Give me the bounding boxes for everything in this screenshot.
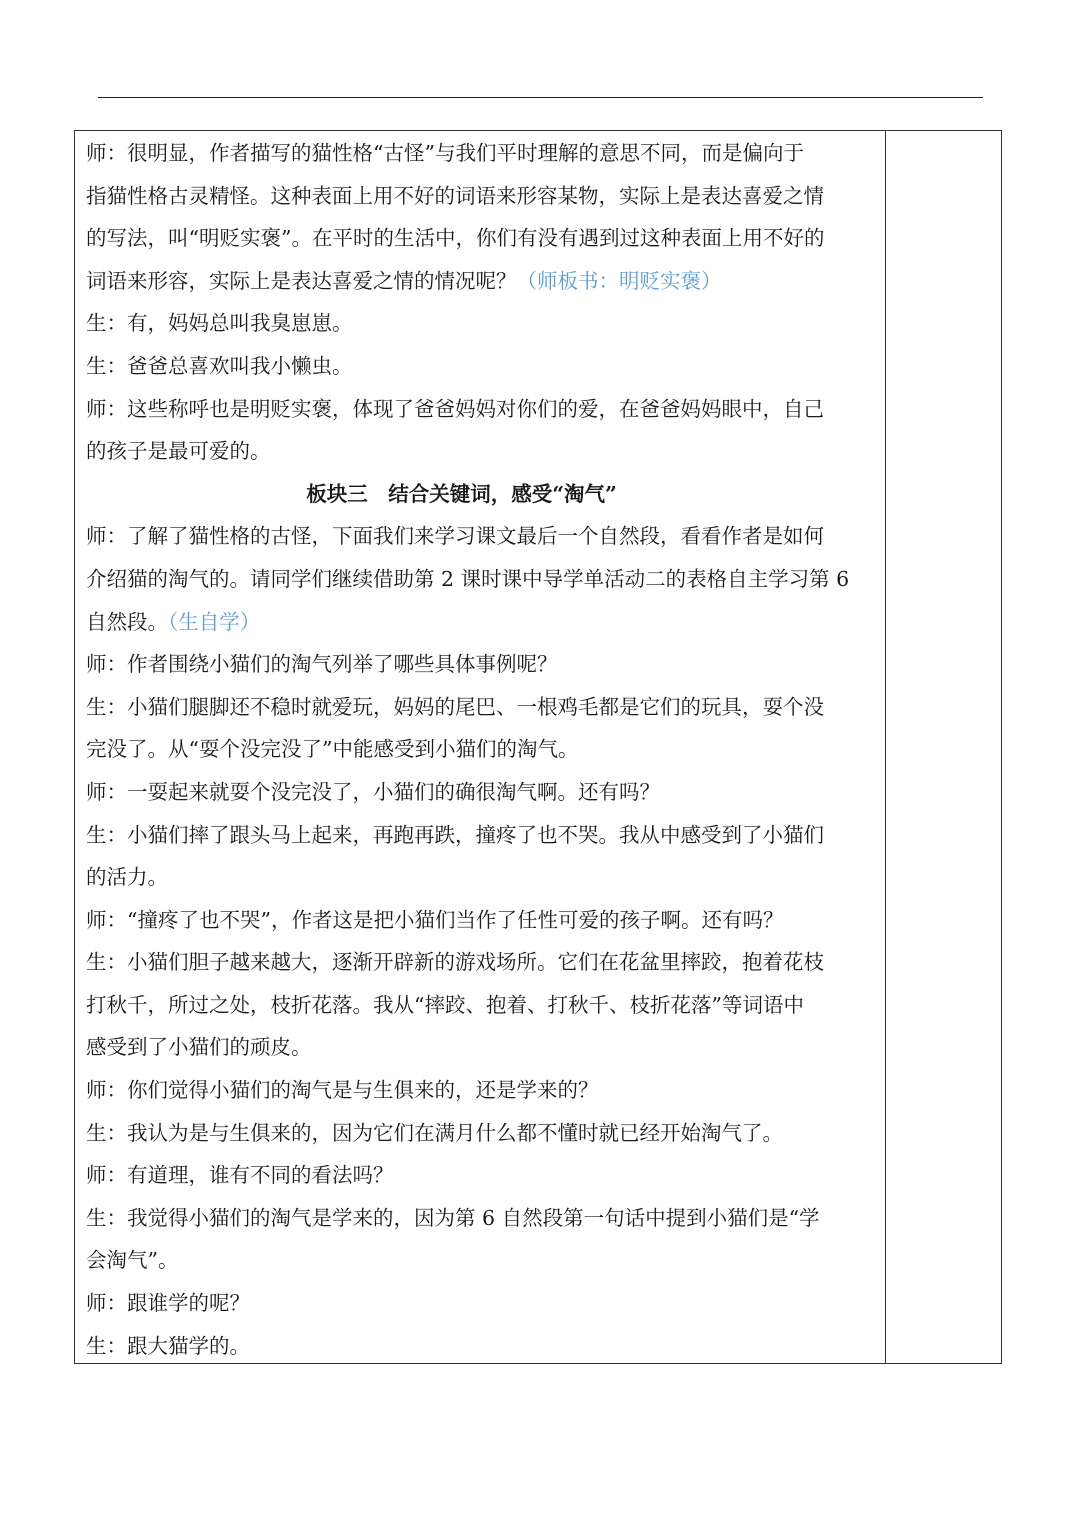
text-line: 指猫性格古灵精怪。这种表面上用不好的词语来形容某物，实际上是表达喜爱之情 <box>86 183 824 208</box>
text-line: 生：小猫们胆子越来越大，逐渐开辟新的游戏场所。它们在花盆里摔跤，抱着花枝 <box>86 950 824 975</box>
header-rule <box>98 97 983 98</box>
lesson-content-cell <box>75 131 886 1363</box>
text-line: 生：有，妈妈总叫我臭崽崽。 <box>86 311 353 336</box>
lesson-table <box>74 130 1002 1364</box>
text-line: 师：这些称呼也是明贬实褒，体现了爸爸妈妈对你们的爱，在爸爸妈妈眼中，自己 <box>86 396 824 421</box>
section-heading: 板块三 结合关键词，感受“淘气” <box>306 481 617 506</box>
text-line: 打秋千，所过之处，枝折花落。我从“摔跤、抱着、打秋千、枝折花落”等词语中 <box>86 992 804 1017</box>
text-line: 词语来形容，实际上是表达喜爱之情的情况呢？（师板书：明贬实褒） <box>86 268 722 293</box>
text-line: 师：作者围绕小猫们的淘气列举了哪些具体事例呢？ <box>86 652 558 677</box>
text-line: 的写法，叫“明贬实褒”。在平时的生活中，你们有没有遇到过这种表面上用不好的 <box>86 226 825 251</box>
text-line: 完没了。从“耍个没完没了”中能感受到小猫们的淘气。 <box>86 737 579 762</box>
text-line: 感受到了小猫们的顽皮。 <box>86 1035 312 1060</box>
text-line: 师：跟谁学的呢？ <box>86 1291 250 1316</box>
text-line: 师：很明显，作者描写的猫性格“古怪”与我们平时理解的意思不同，而是偏向于 <box>86 141 804 165</box>
text-line: 师：你们觉得小猫们的淘气是与生俱来的，还是学来的？ <box>86 1078 599 1103</box>
text-line: 的孩子是最可爱的。 <box>86 439 271 464</box>
text-line: 师：有道理，谁有不同的看法吗？ <box>86 1163 394 1188</box>
text-line: 自然段。（生自学） <box>86 609 261 634</box>
teacher-note: （师板书：明贬实褒） <box>516 268 722 293</box>
text-line: 介绍猫的淘气的。请同学们继续借助第 2 课时课中导学单活动二的表格自主学习第 6 <box>86 566 850 591</box>
text-line: 生：小猫们腿脚还不稳时就爱玩，妈妈的尾巴、一根鸡毛都是它们的玩具，耍个没 <box>86 694 824 719</box>
text-line: 师：了解了猫性格的古怪，下面我们来学习课文最后一个自然段，看看作者是如何 <box>86 524 824 549</box>
student-note: （生自学） <box>168 609 261 634</box>
text-line: 生：我觉得小猫们的淘气是学来的，因为第 6 自然段第一句话中提到小猫们是“学 <box>86 1205 820 1230</box>
text-line: 的活力。 <box>86 865 168 890</box>
text-line: 会淘气”。 <box>86 1248 179 1273</box>
text-line: 生：小猫们摔了跟头马上起来，再跑再跌，撞疼了也不哭。我从中感受到了小猫们 <box>86 822 824 847</box>
notes-cell <box>886 131 1001 1363</box>
text-line: 生：我认为是与生俱来的，因为它们在满月什么都不懂时就已经开始淘气了。 <box>86 1120 783 1145</box>
text-line: 师：一耍起来就耍个没完没了，小猫们的确很淘气啊。还有吗？ <box>86 779 660 804</box>
text-line: 生：爸爸总喜欢叫我小懒虫。 <box>86 353 353 378</box>
text-line: 生：跟大猫学的。 <box>86 1333 250 1358</box>
text-line: 师：“撞疼了也不哭”，作者这是把小猫们当作了任性可爱的孩子啊。还有吗？ <box>86 907 784 932</box>
